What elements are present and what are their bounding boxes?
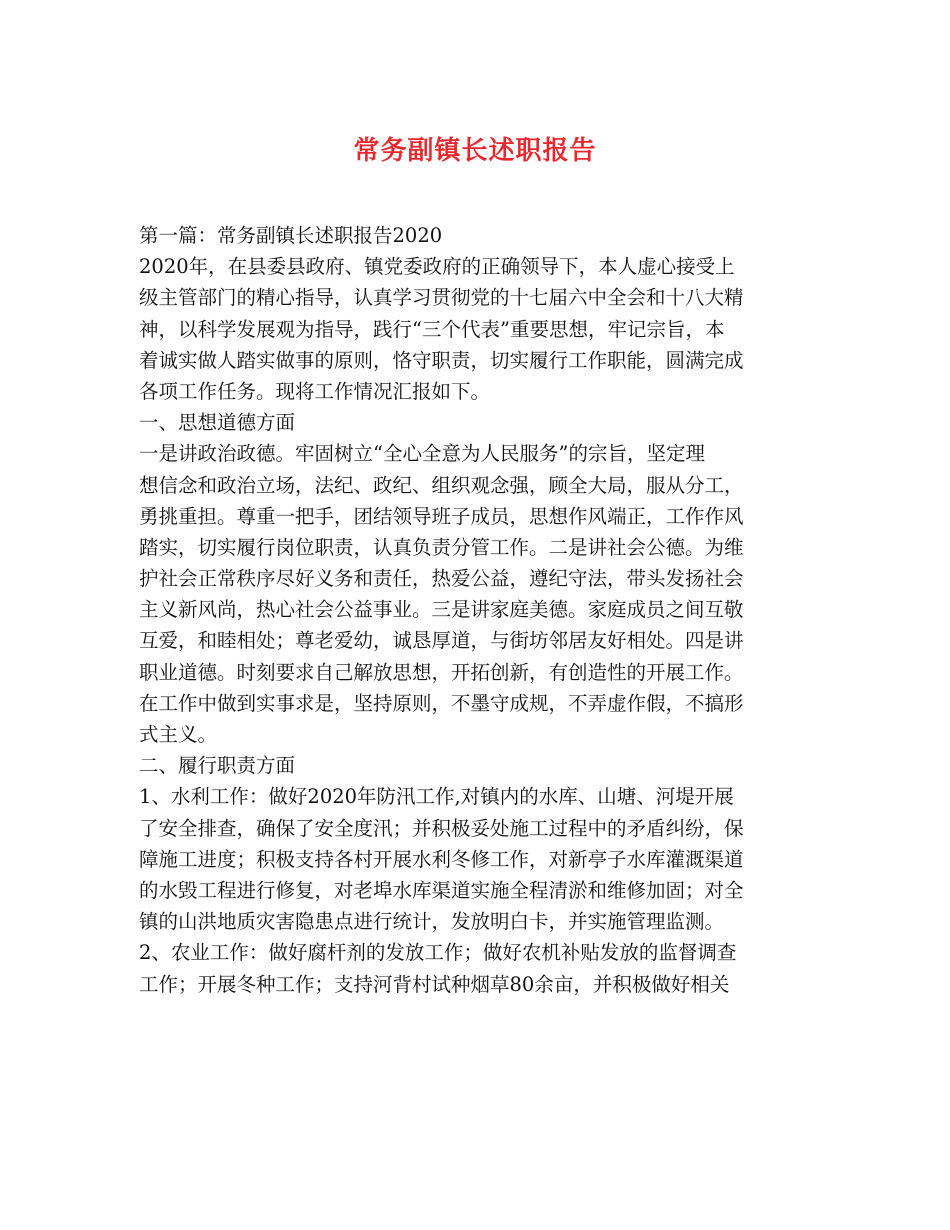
body-line: 职业道德。时刻要求自己解放思想，开拓创新，有创造性的开展工作。 (139, 660, 744, 684)
body-line: 1、水利工作：做好2020年防汛工作,对镇内的水库、山塘、河堤开展 (139, 785, 734, 809)
body-line: 护社会正常秩序尽好义务和责任，热爱公益，遵纪守法，带头发扬社会 (139, 567, 744, 591)
body-line: 主义新风尚，热心社会公益事业。三是讲家庭美德。家庭成员之间互敬 (139, 598, 744, 622)
body-line: 二、履行职责方面 (139, 754, 296, 778)
body-line: 各项工作任务。现将工作情况汇报如下。 (139, 379, 491, 403)
body-line: 第一篇：常务副镇长述职报告2020 (139, 224, 443, 247)
body-line: 了安全排查，确保了安全度汛；并积极妥处施工过程中的矛盾纠纷，保 (139, 816, 744, 840)
body-line: 的水毁工程进行修复，对老埠水库渠道实施全程清淤和维修加固；对全 (139, 878, 744, 902)
body-line: 在工作中做到实事求是，坚持原则，不墨守成规，不弄虚作假，不搞形 (139, 691, 744, 715)
body-line: 级主管部门的精心指导，认真学习贯彻党的十七届六中全会和十八大精 (139, 286, 744, 310)
body-line: 式主义。 (139, 723, 218, 746)
body-line: 勇挑重担。尊重一把手，团结领导班子成员，思想作风端正，工作作风 (139, 504, 744, 528)
body-line: 工作；开展冬种工作；支持河背村试种烟草80余亩，并积极做好相关 (139, 972, 730, 996)
document-body (139, 220, 814, 1000)
body-line: 一是讲政治政德。牢固树立“全心全意为人民服务”的宗旨，坚定理 (139, 442, 705, 466)
body-line: 镇的山洪地质灾害隐患点进行统计，发放明白卡，并实施管理监测。 (139, 910, 725, 934)
body-line: 障施工进度；积极支持各村开展水利冬修工作，对新亭子水库灌溉渠道 (139, 847, 744, 871)
body-line: 2020年，在县委县政府、镇党委政府的正确领导下，本人虚心接受上 (139, 255, 735, 279)
body-line: 着诚实做人踏实做事的原则，恪守职责，切实履行工作职能，圆满完成 (139, 348, 744, 372)
body-line: 踏实，切实履行岗位职责，认真负责分管工作。二是讲社会公德。为维 (139, 535, 744, 559)
body-line: 想信念和政治立场，法纪、政纪、组织观念强，顾全大局，服从分工， (139, 473, 744, 497)
document-title: 常务副镇长述职报告 (353, 136, 597, 166)
body-line: 2、农业工作：做好腐杆剂的发放工作；做好农机补贴发放的监督调查 (139, 941, 737, 965)
body-line: 神，以科学发展观为指导，践行“三个代表”重要思想，牢记宗旨，本 (139, 317, 725, 341)
body-line: 互爱，和睦相处；尊老爱幼，诚恳厚道，与街坊邻居友好相处。四是讲 (139, 629, 744, 653)
body-line: 一、思想道德方面 (139, 411, 296, 435)
